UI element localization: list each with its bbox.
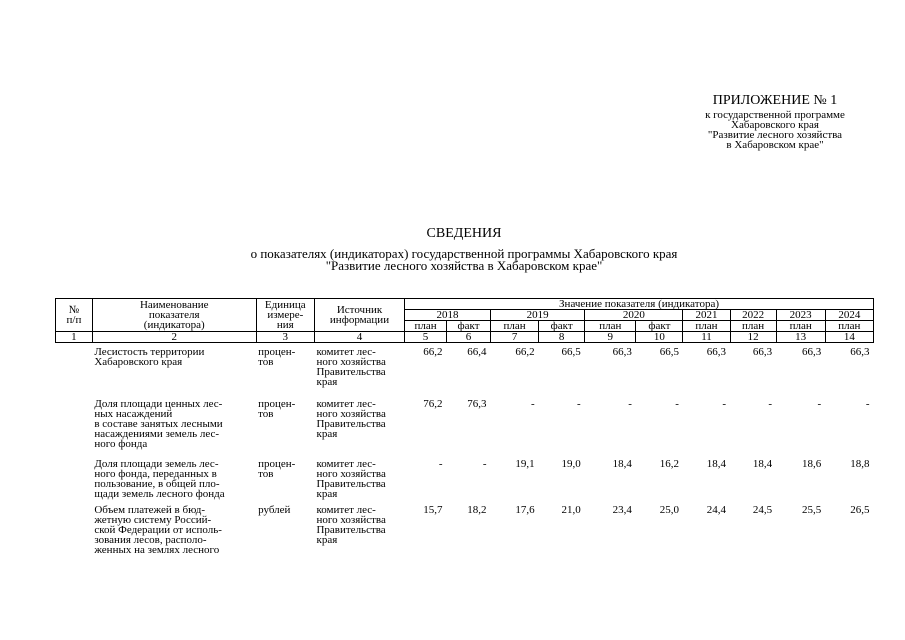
indicator-name: Доля площади ценных лес- ных насаждений в составе занятых лесными насаждениями земель лес- ного фонда (94, 398, 223, 450)
indicator-value: 66,2 (423, 346, 443, 358)
indicator-value: 76,3 (467, 398, 487, 410)
indicator-name: Лесистость территории Хабаровского края (94, 346, 205, 368)
header-plan: план (825, 321, 873, 332)
indicator-value: 66,3 (706, 346, 727, 358)
column-number: 1 (56, 332, 93, 343)
header-year: 2018 (405, 310, 491, 321)
indicator-value: 18,6 (801, 458, 822, 470)
annex-block (660, 93, 890, 151)
indicator-value: 66,3 (752, 346, 773, 358)
annex-line: к государственной программе (705, 109, 845, 121)
document-title: СВЕДЕНИЯ (426, 226, 502, 241)
document-subtitle: о показателях (индикаторах) государственной программы Хабаровского края (250, 246, 678, 261)
indicator-unit: процен- тов (258, 346, 296, 368)
column-number: 5 (405, 332, 447, 343)
indicator-value: 15,7 (423, 504, 443, 516)
indicator-value: - (722, 398, 727, 410)
header-year: 2020 (585, 310, 683, 321)
column-number: 4 (314, 332, 404, 343)
indicator-value: - (865, 398, 870, 410)
indicator-unit: процен- тов (258, 458, 296, 480)
header-year: 2019 (491, 310, 585, 321)
column-number: 9 (585, 332, 636, 343)
annex-line: "Развитие лесного хозяйства (707, 129, 843, 141)
header-plan: план (776, 321, 825, 332)
indicator-name: Объем платежей в бюд- жетную систему Россий- ской Федерации от исполь- зования лесов, располо- женных на землях лесного (94, 504, 222, 556)
indicator-source: комитет лес- ного хозяйства Правительства края (316, 398, 386, 440)
column-number: 2 (92, 332, 256, 343)
table-row (56, 387, 874, 449)
annex-title: ПРИЛОЖЕНИЕ № 1 (712, 93, 838, 108)
indicator-value: 66,2 (515, 346, 535, 358)
header-unit: Единица измере- ния (256, 299, 314, 332)
indicator-value: 17,6 (515, 504, 535, 516)
indicator-value: 19,0 (561, 458, 581, 470)
header-plan: план (585, 321, 636, 332)
header-source: Источник информации (314, 299, 404, 332)
indicator-value: 76,2 (423, 398, 443, 410)
column-number: 8 (539, 332, 585, 343)
annex-line: в Хабаровском крае" (726, 139, 824, 151)
row-number-cell (56, 343, 93, 388)
indicator-value: - (577, 398, 581, 410)
header-year: 2023 (776, 310, 825, 321)
indicator-value: 18,4 (752, 458, 773, 470)
column-number: 12 (730, 332, 776, 343)
column-number: 13 (776, 332, 825, 343)
column-number-row (56, 332, 874, 343)
indicator-value: 19,1 (515, 458, 535, 470)
document-subtitle-program: "Развитие лесного хозяйства в Хабаровском крае" (325, 258, 603, 273)
header-plan: план (491, 321, 539, 332)
indicator-unit: рублей (258, 504, 291, 516)
indicator-value: - (482, 458, 487, 470)
column-number: 10 (636, 332, 683, 343)
indicator-source: комитет лес- ного хозяйства Правительства края (316, 346, 386, 388)
header-value-group: Значение показателя (индикатора) (405, 299, 874, 310)
indicator-value: 66,3 (850, 346, 870, 358)
header-year: 2021 (683, 310, 730, 321)
indicator-value: 24,4 (706, 504, 727, 516)
indicator-value: 26,5 (850, 504, 870, 516)
header-fact: факт (539, 321, 585, 332)
column-number: 7 (491, 332, 539, 343)
indicator-value: - (438, 458, 443, 470)
indicator-value: 18,4 (612, 458, 632, 470)
indicator-value: - (530, 398, 535, 410)
indicator-value: 23,4 (612, 504, 632, 516)
header-plan: план (405, 321, 447, 332)
indicator-source: комитет лес- ного хозяйства Правительства края (316, 458, 386, 500)
indicator-value: 66,5 (561, 346, 581, 358)
table-row (56, 499, 874, 555)
indicator-value: 18,2 (467, 504, 487, 516)
indicator-value: - (817, 398, 822, 410)
header-fact: факт (447, 321, 491, 332)
header-fact: факт (636, 321, 683, 332)
column-number: 3 (256, 332, 314, 343)
row-number-cell (56, 387, 93, 449)
indicator-value: - (628, 398, 632, 410)
indicator-value: 66,5 (659, 346, 679, 358)
indicator-value: 16,2 (659, 458, 679, 470)
indicator-unit: процен- тов (258, 398, 296, 420)
indicators-table (55, 298, 874, 555)
document-heading (150, 226, 778, 272)
header-year: 2022 (730, 310, 776, 321)
indicator-value: 25,5 (801, 504, 822, 516)
header-year: 2024 (825, 310, 873, 321)
indicator-value: 18,8 (850, 458, 870, 470)
indicator-value: - (768, 398, 773, 410)
table-body (56, 343, 874, 556)
table-row (56, 449, 874, 499)
column-number: 11 (683, 332, 730, 343)
column-number: 14 (825, 332, 873, 343)
indicator-value: 21,0 (561, 504, 581, 516)
header-plan: план (730, 321, 776, 332)
row-number-cell (56, 499, 93, 555)
indicator-value: 25,0 (659, 504, 679, 516)
indicator-value: 66,3 (801, 346, 822, 358)
indicator-value: - (675, 398, 679, 410)
header-plan: план (683, 321, 730, 332)
row-number-cell (56, 449, 93, 499)
column-number: 6 (447, 332, 491, 343)
indicator-value: 66,4 (467, 346, 487, 358)
indicator-value: 24,5 (752, 504, 773, 516)
annex-line: Хабаровского края (731, 119, 819, 131)
header-num: № п/п (56, 299, 93, 332)
indicator-value: 18,4 (706, 458, 727, 470)
header-name: Наименование показателя (индикатора) (92, 299, 256, 332)
indicator-name: Доля площади земель лес- ного фонда, переданных в пользование, в общей пло- щади земель лесного фонда (94, 458, 225, 500)
indicator-source: комитет лес- ного хозяйства Правительства края (316, 504, 386, 546)
table-row (56, 343, 874, 388)
indicator-value: 66,3 (612, 346, 632, 358)
